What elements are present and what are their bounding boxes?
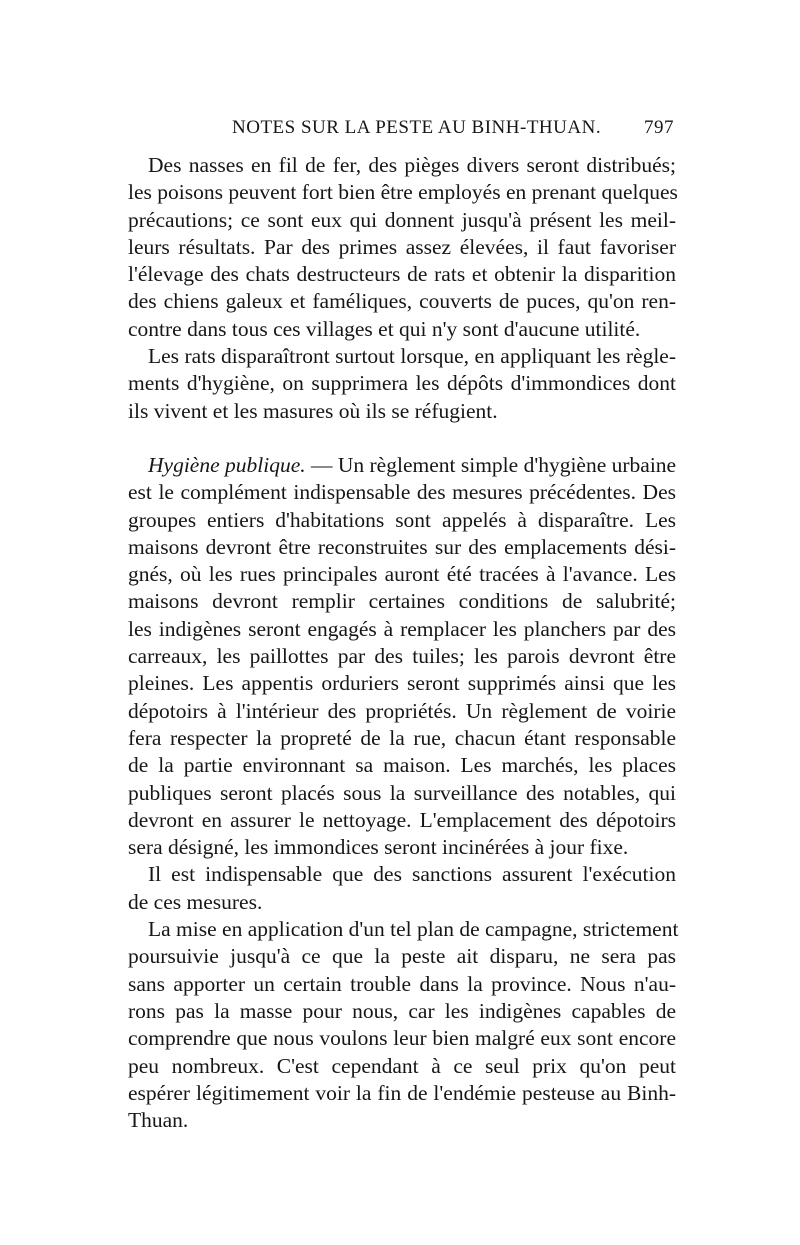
text-line: fera respecter la propreté de la rue, chacun étant responsable [128, 725, 676, 750]
page-number: 797 [644, 117, 674, 138]
heading-continuation: — Un règlement simple d'hygiène urbaine [305, 452, 677, 477]
text-line: maisons devront être reconstruites sur des emplacements dési- [128, 534, 676, 559]
text-line: devront en assurer le nettoyage. L'emplacement des dépotoirs [128, 807, 676, 832]
text-line: comprendre que nous voulons leur bien malgré eux sont encore [128, 1026, 676, 1051]
text-line: publiques seront placés sous la surveillance des notables, qui [128, 780, 676, 805]
running-head [128, 117, 676, 147]
text-line: poursuivie jusqu'à ce que la peste ait disparu, ne sera pas [128, 944, 676, 969]
text-line: Il est indispensable que des sanctions assurent l'exécution [148, 862, 676, 887]
text-line: maisons devront remplir certaines conditions de salubrité; [128, 589, 676, 614]
section-heading: Hygiène publique. [148, 452, 306, 477]
text-line [128, 452, 676, 479]
text-line: ils vivent et les masures où ils se réfugient. [128, 398, 498, 423]
text-line: sera désigné, les immondices seront incinérées à jour fixe. [128, 835, 629, 860]
text-line: ments d'hygiène, on supprimera les dépôts d'immondices dont [128, 371, 676, 396]
paragraph-rats-disappear [128, 343, 676, 425]
text-line: précautions; ce sont eux qui donnent jusqu'à présent les meil- [128, 207, 676, 232]
running-title: NOTES SUR LA PESTE AU BINH-THUAN. [232, 117, 602, 138]
body-text [128, 152, 679, 1134]
text-line: les poisons peuvent fort bien être employés en prenant quelques [128, 180, 678, 205]
paragraph-campaign [128, 916, 679, 1134]
text-line: contre dans tous ces villages et qui n'y sont d'aucune utilité. [128, 316, 641, 341]
text-line: Des nasses en fil de fer, des pièges divers seront distribués; [148, 153, 676, 177]
text-line: rons pas la masse pour nous, car les indigènes capables de [128, 998, 676, 1023]
text-line: de ces mesures. [128, 889, 263, 914]
text-line: de la partie environnant sa maison. Les marchés, les places [128, 753, 676, 778]
text-line: pleines. Les appentis orduriers seront supprimés ainsi que les [128, 671, 676, 696]
paragraph-rodent-control [128, 152, 676, 343]
text-line: La mise en application d'un tel plan de campagne, strictement [148, 917, 679, 942]
text-line: les indigènes seront engagés à remplacer les planchers par des [128, 616, 676, 641]
text-line: groupes entiers d'habitations sont appelés à disparaître. Les [128, 507, 676, 532]
text-line: peu nombreux. C'est cependant à ce seul prix qu'on peut [128, 1053, 676, 1078]
text-line: est le complément indispensable des mesures précédentes. Des [128, 480, 676, 505]
text-line: carreaux, les paillottes par des tuiles; les parois devront être [128, 644, 676, 669]
text-line: Thuan. [128, 1108, 189, 1133]
paragraph-sanctions [128, 861, 676, 916]
text-line: gnés, où les rues principales auront été tracées à l'avance. Les [128, 562, 676, 587]
text-line: l'élevage des chats destructeurs de rats et obtenir la disparition [128, 262, 676, 287]
text-line: sans apporter un certain trouble dans la province. Nous n'au- [128, 971, 676, 996]
text-line: leurs résultats. Par des primes assez élevées, il faut favoriser [128, 234, 676, 259]
text-line: dépotoirs à l'intérieur des propriétés. Un règlement de voirie [128, 698, 676, 723]
text-line: des chiens galeux et faméliques, couverts de puces, qu'on ren- [128, 289, 676, 314]
text-line: espérer légitimement voir la fin de l'endémie pesteuse au Binh- [128, 1080, 676, 1105]
text-line: Les rats disparaîtront surtout lorsque, en appliquant les règle- [148, 344, 676, 369]
paragraph-public-hygiene [128, 452, 676, 861]
